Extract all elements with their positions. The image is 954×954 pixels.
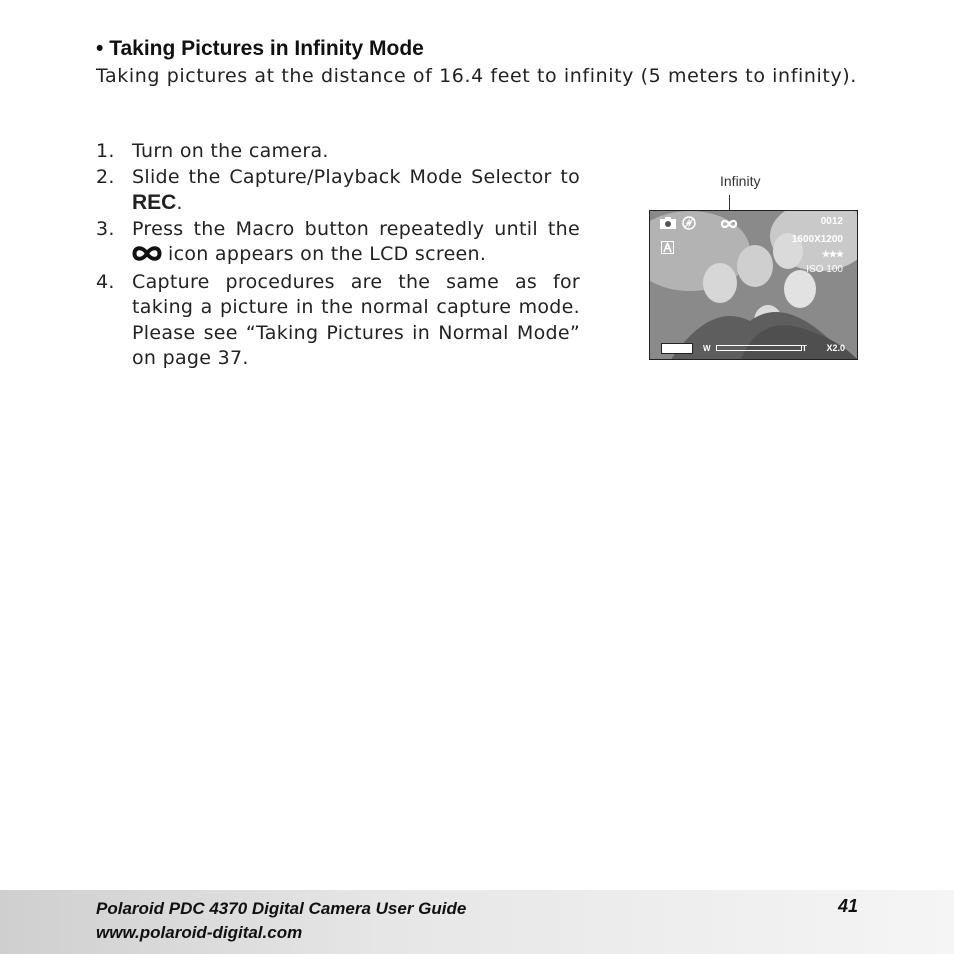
flash-off-icon (682, 216, 696, 230)
step-number: 3. (96, 217, 115, 240)
step-text: Slide the Capture/Playback Mode Selector to (132, 165, 580, 188)
step-number: 2. (96, 165, 115, 188)
infinity-icon (720, 219, 738, 229)
heading-bullet: • (96, 37, 104, 60)
intro-paragraph: Taking pictures at the distance of 16.4 feet to infinity (5 meters to infinity). (96, 65, 857, 87)
quality-stars: ★★★ (821, 249, 843, 259)
footer-guide-title: Polaroid PDC 4370 Digital Camera User Guide (96, 899, 467, 918)
step-4 (96, 270, 580, 372)
auto-mode-icon (661, 241, 674, 254)
step-text: Turn on the camera. (132, 140, 329, 162)
infinity-callout-label: Infinity (720, 173, 761, 189)
battery-icon (661, 343, 693, 354)
step-number: 4. (96, 270, 115, 293)
infinity-icon (132, 244, 162, 270)
resolution-readout: 1600X1200 (791, 234, 843, 245)
lcd-screen-illustration (649, 210, 858, 360)
step-text: Capture procedures are the same as for taking a picture in the normal capture mode. Please see “Taking Pictures in Normal Mode” on page 37. (132, 270, 580, 369)
step-text-end: icon appears on the LCD screen. (168, 243, 487, 265)
footer-url: www.polaroid-digital.com (96, 923, 303, 942)
camera-icon (660, 217, 676, 229)
page-number: 41 (837, 896, 858, 916)
steps-list (96, 139, 580, 372)
step-2 (96, 165, 580, 217)
iso-readout: ISO 100 (806, 264, 843, 275)
section-heading (96, 37, 424, 61)
frame-counter: 0012 (820, 216, 843, 227)
step-3 (96, 217, 580, 270)
rec-mode-label: REC (132, 191, 177, 214)
step-number: 1. (96, 140, 115, 162)
zoom-bar (716, 345, 802, 351)
zoom-wide-label: W (703, 344, 711, 353)
step-1 (96, 139, 580, 165)
page-footer (0, 890, 954, 954)
zoom-level-readout: X2.0 (826, 343, 845, 353)
heading-text: Taking Pictures in Infinity Mode (109, 37, 424, 60)
step-text-end: . (176, 192, 183, 214)
step-text: Press the Macro button repeatedly until the (132, 217, 580, 240)
zoom-tele-label: T (802, 344, 807, 353)
